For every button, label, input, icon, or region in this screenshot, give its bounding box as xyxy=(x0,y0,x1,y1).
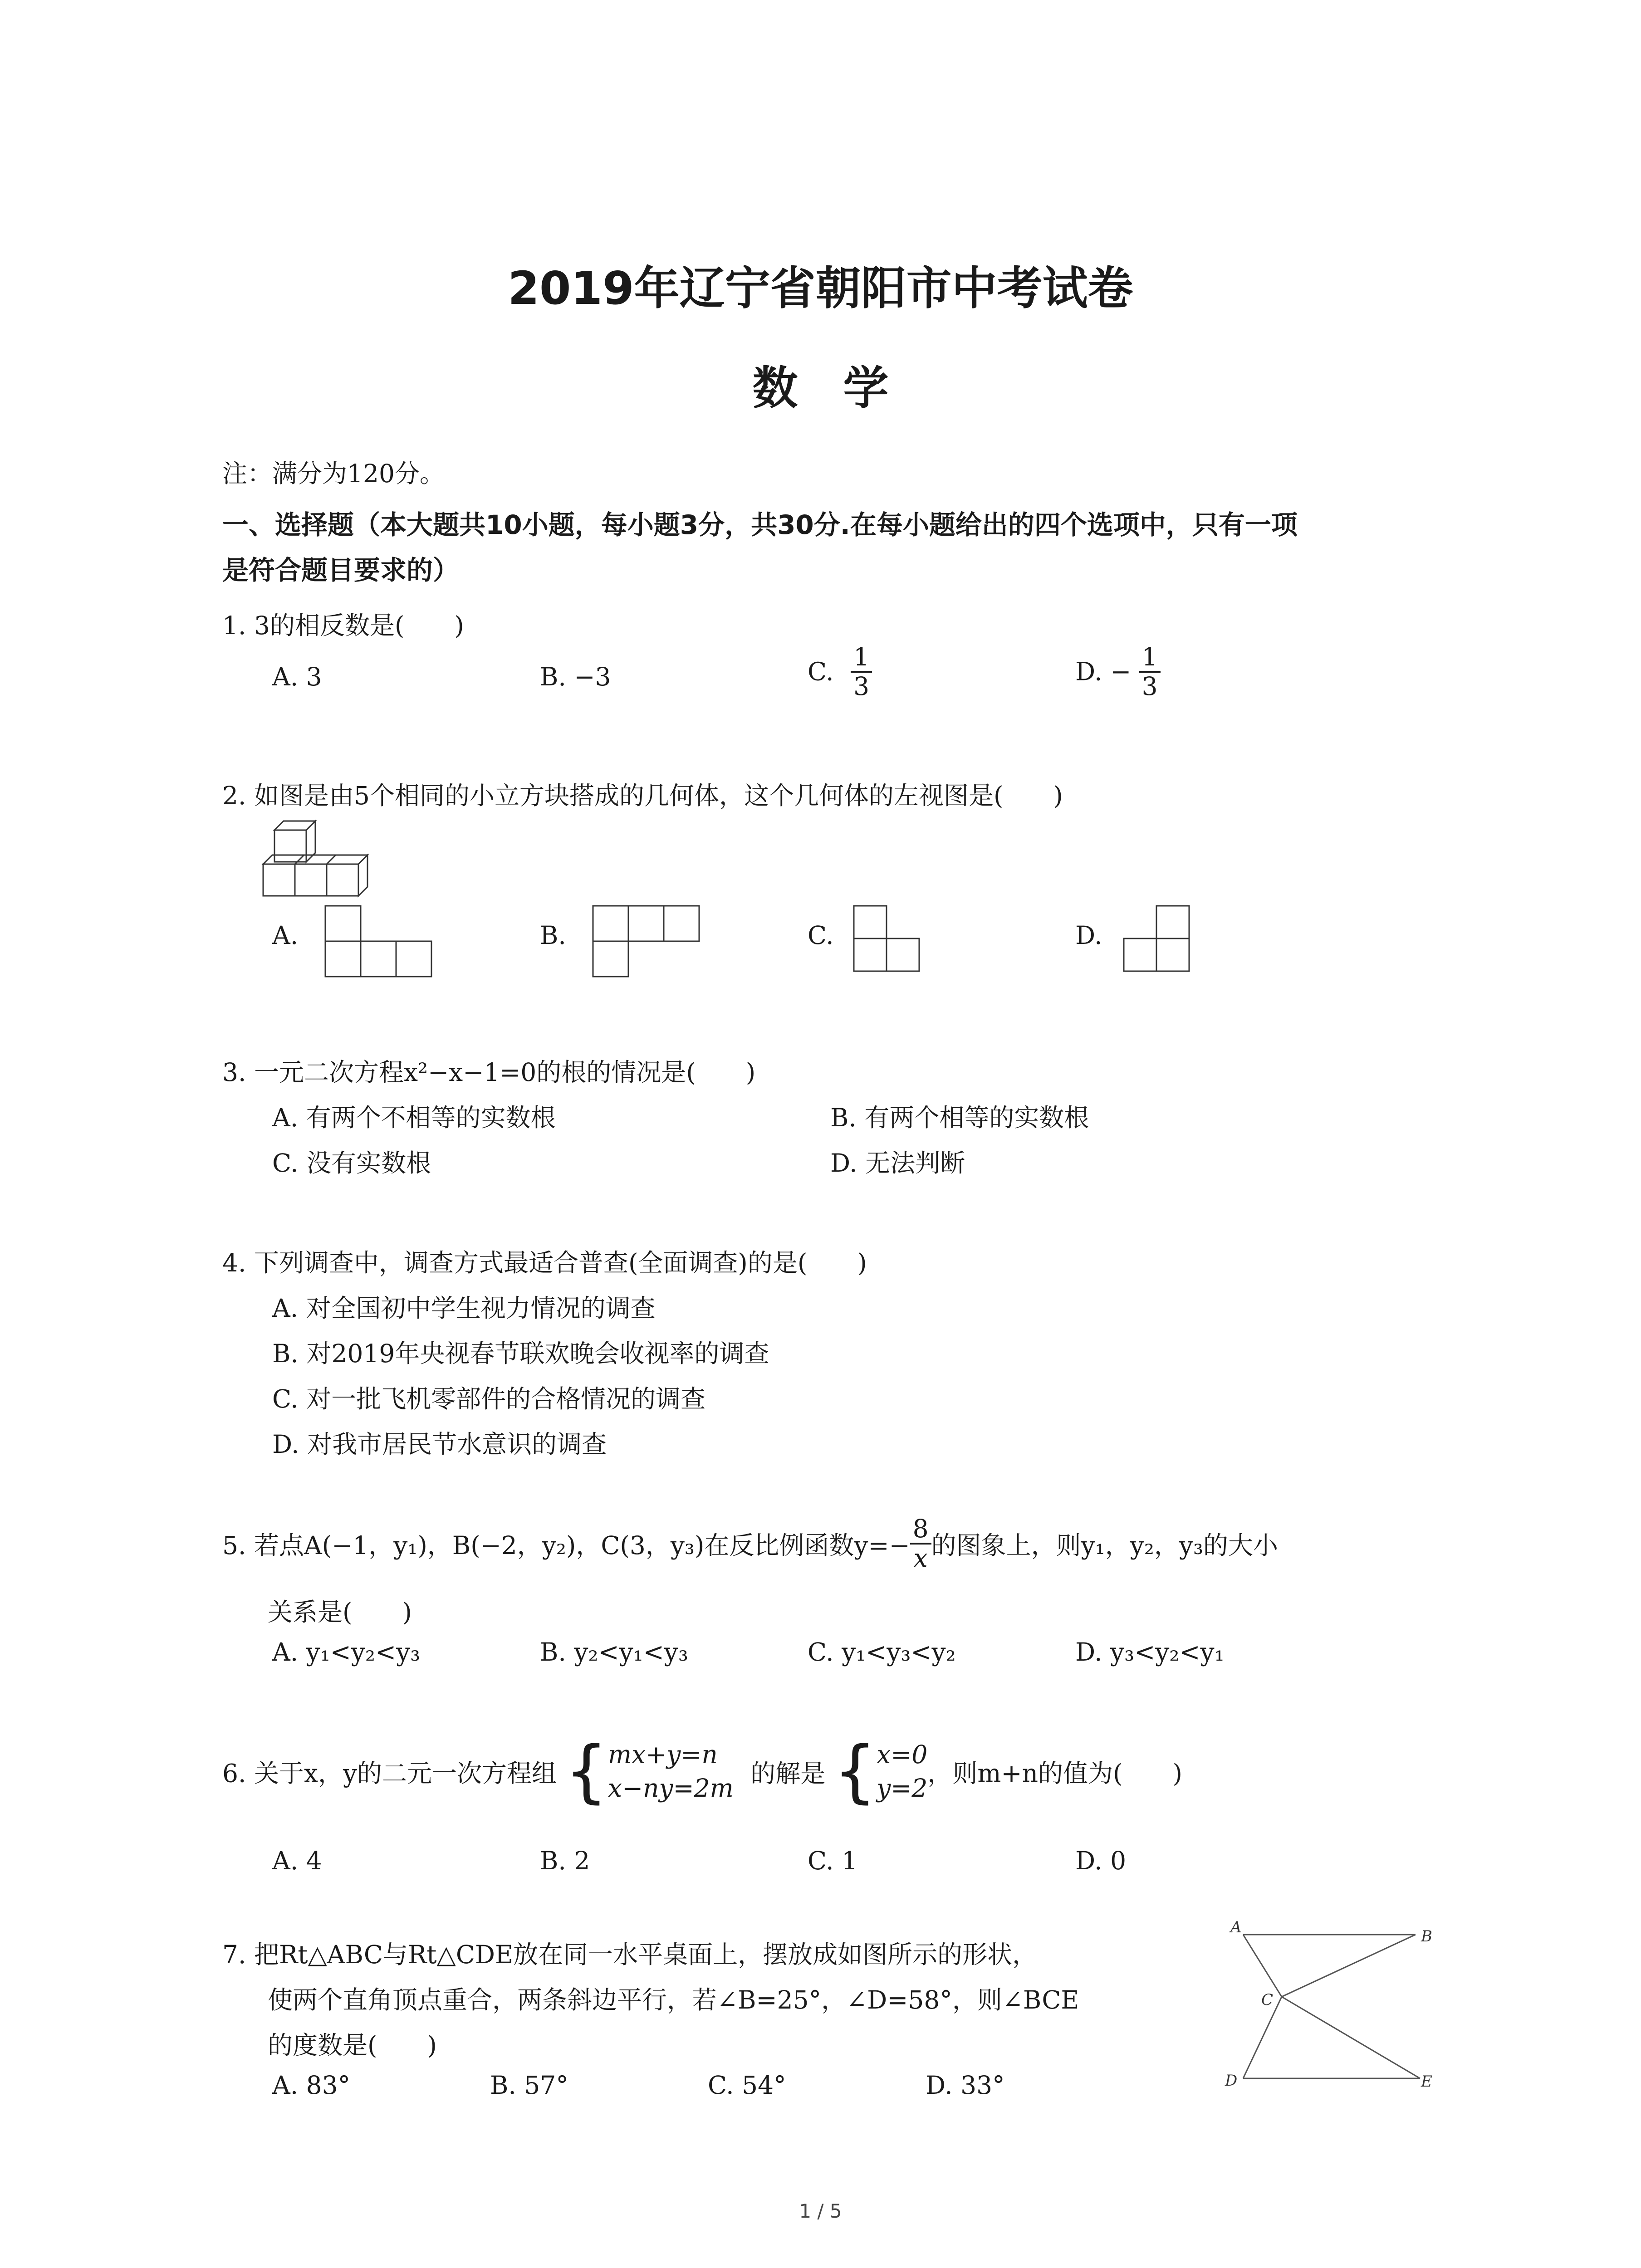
q6-eq2: x−ny=2m xyxy=(607,1774,734,1803)
q1-d-denominator: 3 xyxy=(1141,671,1158,701)
q7-label-c: C xyxy=(1261,1991,1274,2009)
q5-fraction xyxy=(910,1515,931,1572)
q2-option-c-label: C. xyxy=(808,921,834,950)
q6-option-c: C. 1 xyxy=(808,1846,858,1875)
q7-label-d: D xyxy=(1225,2072,1238,2090)
q6-option-b: B. 2 xyxy=(540,1846,590,1875)
q4-stem: 4. 下列调查中，调查方式最适合普查(全面调查)的是( ) xyxy=(222,1248,867,1277)
q6-stem-post: ，则m+n的值为( ) xyxy=(927,1759,1182,1788)
q7-label-e: E xyxy=(1421,2072,1432,2091)
q4-option-c: C. 对一批飞机零部件的合格情况的调查 xyxy=(272,1384,706,1413)
q2-option-d-figure xyxy=(1123,905,1191,973)
q5-frac-denominator: x xyxy=(913,1543,928,1573)
q7-stem-line3: 的度数是( ) xyxy=(268,2031,437,2060)
q2-option-a-figure xyxy=(324,905,433,978)
q6-eq1: mx+y=n xyxy=(607,1740,718,1769)
q6-option-d: D. 0 xyxy=(1075,1846,1127,1875)
q1-stem: 1. 3的相反数是( ) xyxy=(222,611,464,640)
q1-option-c-fraction xyxy=(851,643,872,700)
q5-stem-post: 的图象上，则y₁，y₂，y₃的大小 xyxy=(931,1531,1279,1560)
q5-frac-numerator: 8 xyxy=(910,1515,931,1545)
q5-stem-line1 xyxy=(222,1515,1278,1572)
q6-stem-mid: 的解是 xyxy=(750,1759,826,1788)
q6-option-a: A. 4 xyxy=(272,1846,322,1875)
q1-option-c xyxy=(808,643,872,700)
q6-solution-brace: { xyxy=(833,1732,877,1811)
q1-option-d-fraction xyxy=(1139,643,1161,700)
q2-option-d-label: D. xyxy=(1075,921,1102,950)
q7-label-a: A xyxy=(1230,1918,1242,1936)
q1-option-d xyxy=(1075,643,1161,700)
q7-option-a: A. 83° xyxy=(272,2071,351,2100)
section-heading-line1: 一、选择题（本大题共10小题，每小题3分，共30分.在每小题给出的四个选项中，只有一项 xyxy=(222,509,1298,540)
q7-stem-line1: 7. 把Rt△ABC与Rt△CDE放在同一水平桌面上，摆放成如图所示的形状， xyxy=(222,1940,1038,1969)
q7-option-d: D. 33° xyxy=(926,2071,1005,2100)
q7-stem-line2: 使两个直角顶点重合，两条斜边平行，若∠B=25°，∠D=58°，则∠BCE xyxy=(268,1985,1079,2014)
q1-option-a: A. 3 xyxy=(272,662,322,691)
section-heading-line2: 是符合题目要求的） xyxy=(222,555,460,586)
q1-option-b: B. −3 xyxy=(540,662,611,691)
q6-stem-pre: 6. 关于x，y的二元一次方程组 xyxy=(222,1759,557,1788)
q2-stem: 2. 如图是由5个相同的小立方块搭成的几何体，这个几何体的左视图是( ) xyxy=(222,781,1063,810)
q5-stem-line2: 关系是( ) xyxy=(268,1598,412,1627)
q1-c-numerator: 1 xyxy=(851,643,872,673)
q1-option-d-label: D. − xyxy=(1075,657,1132,686)
q4-option-b: B. 对2019年央视春节联欢晚会收视率的调查 xyxy=(272,1339,769,1368)
q2-option-b-label: B. xyxy=(540,921,566,950)
q3-option-a: A. 有两个不相等的实数根 xyxy=(272,1103,556,1132)
q5-option-a: A. y₁<y₂<y₃ xyxy=(272,1637,421,1667)
q2-cube-figure xyxy=(261,816,397,898)
q6-sol1: x=0 xyxy=(877,1740,928,1769)
score-note: 注：满分为120分。 xyxy=(222,459,445,488)
q3-option-c: C. 没有实数根 xyxy=(272,1149,431,1178)
q4-option-a: A. 对全国初中学生视力情况的调查 xyxy=(272,1294,656,1323)
q7-option-c: C. 54° xyxy=(708,2071,786,2100)
q5-stem-pre: 5. 若点A(−1，y₁)，B(−2，y₂)，C(3，y₃)在反比例函数y=− xyxy=(222,1531,910,1560)
q6-equation-system xyxy=(608,1738,734,1805)
exam-title: 2019年辽宁省朝阳市中考试卷 xyxy=(508,262,1133,315)
subject-title: 数学 xyxy=(752,362,934,415)
q3-stem: 3. 一元二次方程x²−x−1=0的根的情况是( ) xyxy=(222,1058,756,1087)
q1-option-c-label: C. xyxy=(808,657,834,686)
q3-option-b: B. 有两个相等的实数根 xyxy=(830,1103,1089,1132)
q2-option-b-figure xyxy=(592,905,701,978)
q4-option-d: D. 对我市居民节水意识的调查 xyxy=(272,1430,607,1459)
q5-option-b: B. y₂<y₁<y₃ xyxy=(540,1637,688,1667)
q6-stem xyxy=(222,1732,1182,1811)
q6-system-brace: { xyxy=(564,1732,608,1811)
page-number: 1 / 5 xyxy=(799,2200,842,2222)
q6-sol2: y=2 xyxy=(877,1774,928,1803)
q3-option-d: D. 无法判断 xyxy=(830,1149,965,1178)
q6-solution xyxy=(877,1738,927,1805)
q5-option-d: D. y₃<y₂<y₁ xyxy=(1075,1637,1225,1667)
q2-option-a-label: A. xyxy=(272,921,299,950)
q7-label-b: B xyxy=(1421,1927,1432,1945)
q7-triangle-figure xyxy=(1216,1914,1452,2096)
q5-option-c: C. y₁<y₃<y₂ xyxy=(808,1637,956,1667)
q1-d-numerator: 1 xyxy=(1139,643,1161,673)
q2-option-c-figure xyxy=(853,905,921,973)
q1-c-denominator: 3 xyxy=(853,671,870,701)
q7-option-b: B. 57° xyxy=(490,2071,568,2100)
